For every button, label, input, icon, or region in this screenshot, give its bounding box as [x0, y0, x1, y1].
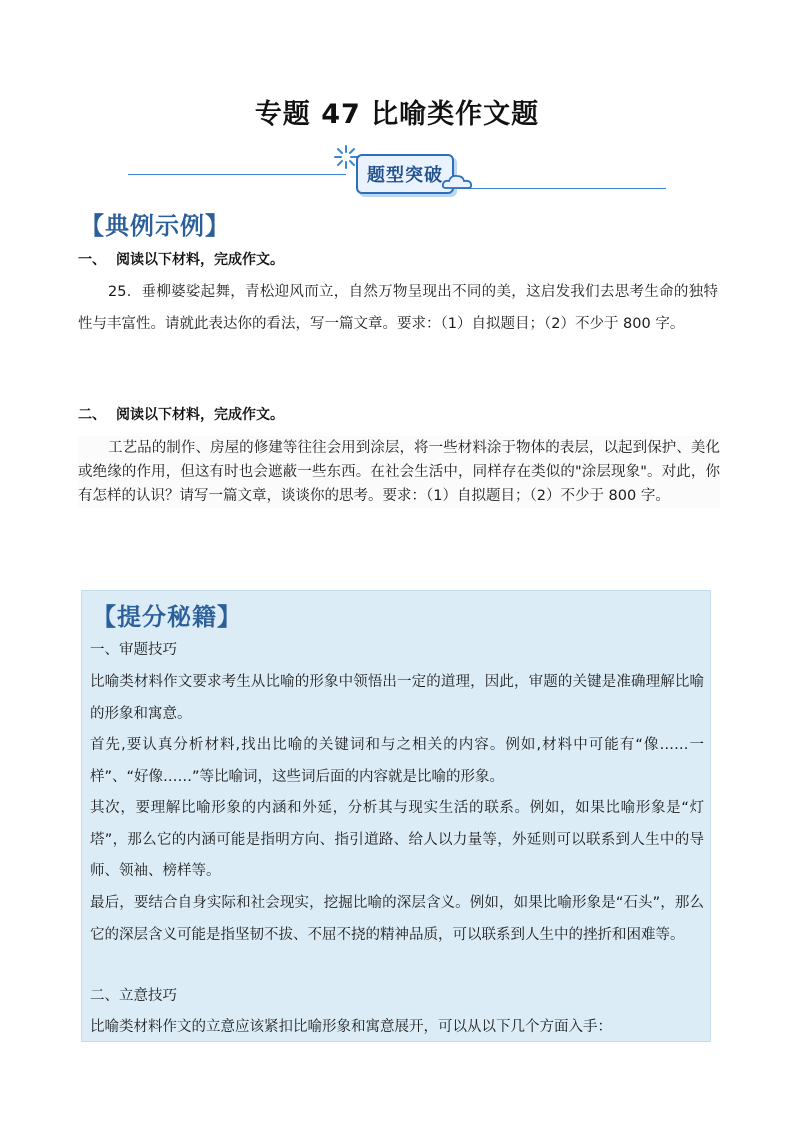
examples-heading: 【典例示例】	[80, 211, 230, 240]
tips-paragraph: 最后，要结合自身实际和社会现实，挖掘比喻的深层含义。例如，如果比喻形象是“石头”，那么它的深层含义可能是指坚韧不拔、不屈不挠的精神品质，可以联系到人生中的挫折和困难等。	[90, 895, 704, 943]
banner-rule-left	[128, 174, 346, 175]
tips-paragraph: 比喻类材料作文要求考生从比喻的形象中领悟出一定的道理，因此，审题的关键是准确理解比喻的形象和寓意。	[90, 674, 704, 722]
question-2-header	[78, 404, 284, 424]
question-1-header	[78, 249, 284, 269]
question-1-text: 25．垂柳婆娑起舞，青松迎风而立，自然万物呈现出不同的美，这启发我们去思考生命的独特性与丰富性。请就此表达你的看法，写一篇文章。要求：（1）自拟题目；（2）不少于 800 字。	[78, 284, 718, 332]
question-1-number: 一、	[78, 252, 106, 268]
question-2-instruction: 阅读以下材料，完成作文。	[116, 407, 284, 423]
section-banner	[128, 144, 668, 194]
banner-rule-right	[446, 188, 666, 189]
tips-heading: 【提分秘籍】	[92, 602, 242, 631]
cloud-icon	[440, 172, 474, 192]
tips-subheading-2: 二、立意技巧	[90, 988, 177, 1004]
tips-box	[81, 590, 711, 1042]
tips-paragraph: 首先,要认真分析材料,找出比喻的关键词和与之相关的内容。例如,材料中可能有“像……一样”、“好像……”等比喻词，这些词后面的内容就是比喻的形象。	[90, 737, 704, 785]
tips-subheading-1: 一、审题技巧	[90, 642, 177, 658]
page-title: 专题 47 比喻类作文题	[254, 99, 540, 130]
tips-paragraph: 比喻类材料作文的立意应该紧扣比喻形象和寓意展开，可以从以下几个方面入手：	[90, 1019, 612, 1035]
question-2-number: 二、	[78, 407, 106, 423]
tips-paragraph: 其次，要理解比喻形象的内涵和外延，分析其与现实生活的联系。例如，如果比喻形象是“灯塔”，那么它的内涵可能是指明方向、指引道路、给人以力量等，外延则可以联系到人生中的导师、领袖、榜样等。	[90, 800, 704, 879]
question-2-text: 工艺品的制作、房屋的修建等往往会用到涂层，将一些材料涂于物体的表层，以起到保护、美化或绝缘的作用，但这有时也会遮蔽一些东西。在社会生活中，同样存在类似的"涂层现象"。对此，你有怎样的认识？请写一篇文章，谈谈你的思考。要求：（1）自拟题目；（2）不少于 800 字。	[78, 436, 720, 508]
banner-label: 题型突破	[367, 165, 443, 186]
question-1-instruction: 阅读以下材料，完成作文。	[116, 252, 284, 268]
